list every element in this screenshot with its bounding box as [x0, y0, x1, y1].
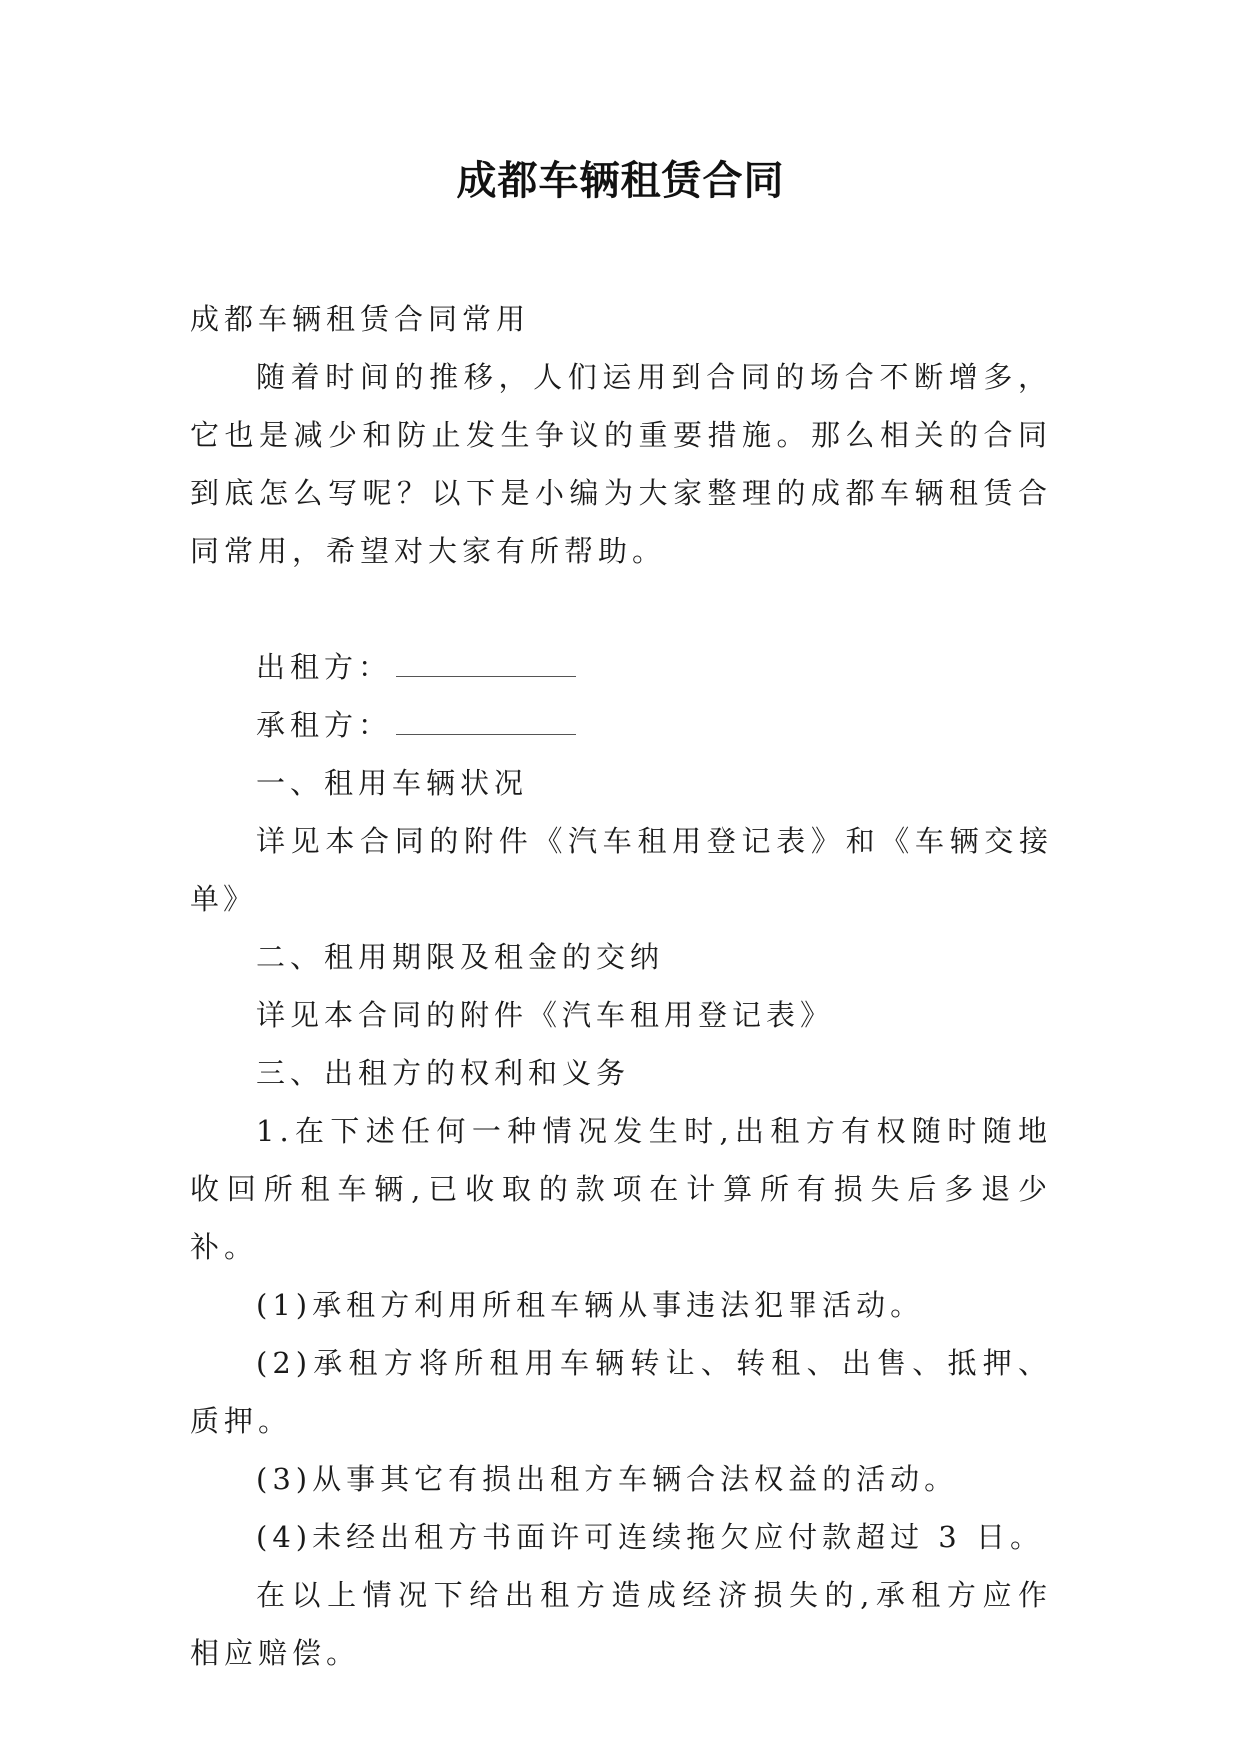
document-subtitle: 成都车辆租赁合同常用	[190, 302, 531, 336]
intro-paragraph: 随着时间的推移，人们运用到合同的场合不断增多，它也是减少和防止发生争议的重要措施。那么相关的合同到底怎么写呢？以下是小编为大家整理的成都车辆租赁合同常用，希望对大家有所帮助。	[190, 360, 1052, 568]
clause-item-3: (3)从事其它有损出租方车辆合法权益的活动。	[256, 1462, 959, 1496]
clause-item-1: (1)承租方利用所租车辆从事违法犯罪活动。	[256, 1288, 925, 1322]
lessor-line	[190, 638, 1052, 696]
lessee-blank	[396, 708, 576, 735]
clause-1: 1.在下述任何一种情况发生时,出租方有权随时随地收回所租车辆,已收取的款项在计算所有损失后多退少补。	[190, 1114, 1052, 1264]
clause-item-4: (4)未经出租方书面许可连续拖欠应付款超过 3 日。	[256, 1520, 1044, 1554]
document-title: 成都车辆租赁合同	[456, 157, 785, 204]
lessee-line	[190, 696, 1052, 754]
lessee-label: 承租方：	[256, 708, 393, 742]
closing-paragraph: 在以上情况下给出租方造成经济损失的,承租方应作相应赔偿。	[190, 1578, 1052, 1670]
section2-heading: 二、租用期限及租金的交纳	[256, 940, 665, 974]
clause-item-2: (2)承租方将所租用车辆转让、转租、出售、抵押、质押。	[190, 1346, 1052, 1438]
document-body	[190, 290, 1052, 1682]
section2-body: 详见本合同的附件《汽车租用登记表》	[256, 998, 835, 1032]
lessor-blank	[396, 650, 576, 677]
section3-heading: 三、出租方的权利和义务	[256, 1056, 631, 1090]
section1-heading: 一、租用车辆状况	[256, 766, 529, 800]
paragraph-gap	[190, 580, 1052, 638]
lessor-label: 出租方：	[256, 650, 393, 684]
section1-body: 详见本合同的附件《汽车租用登记表》和《车辆交接单》	[190, 824, 1052, 916]
